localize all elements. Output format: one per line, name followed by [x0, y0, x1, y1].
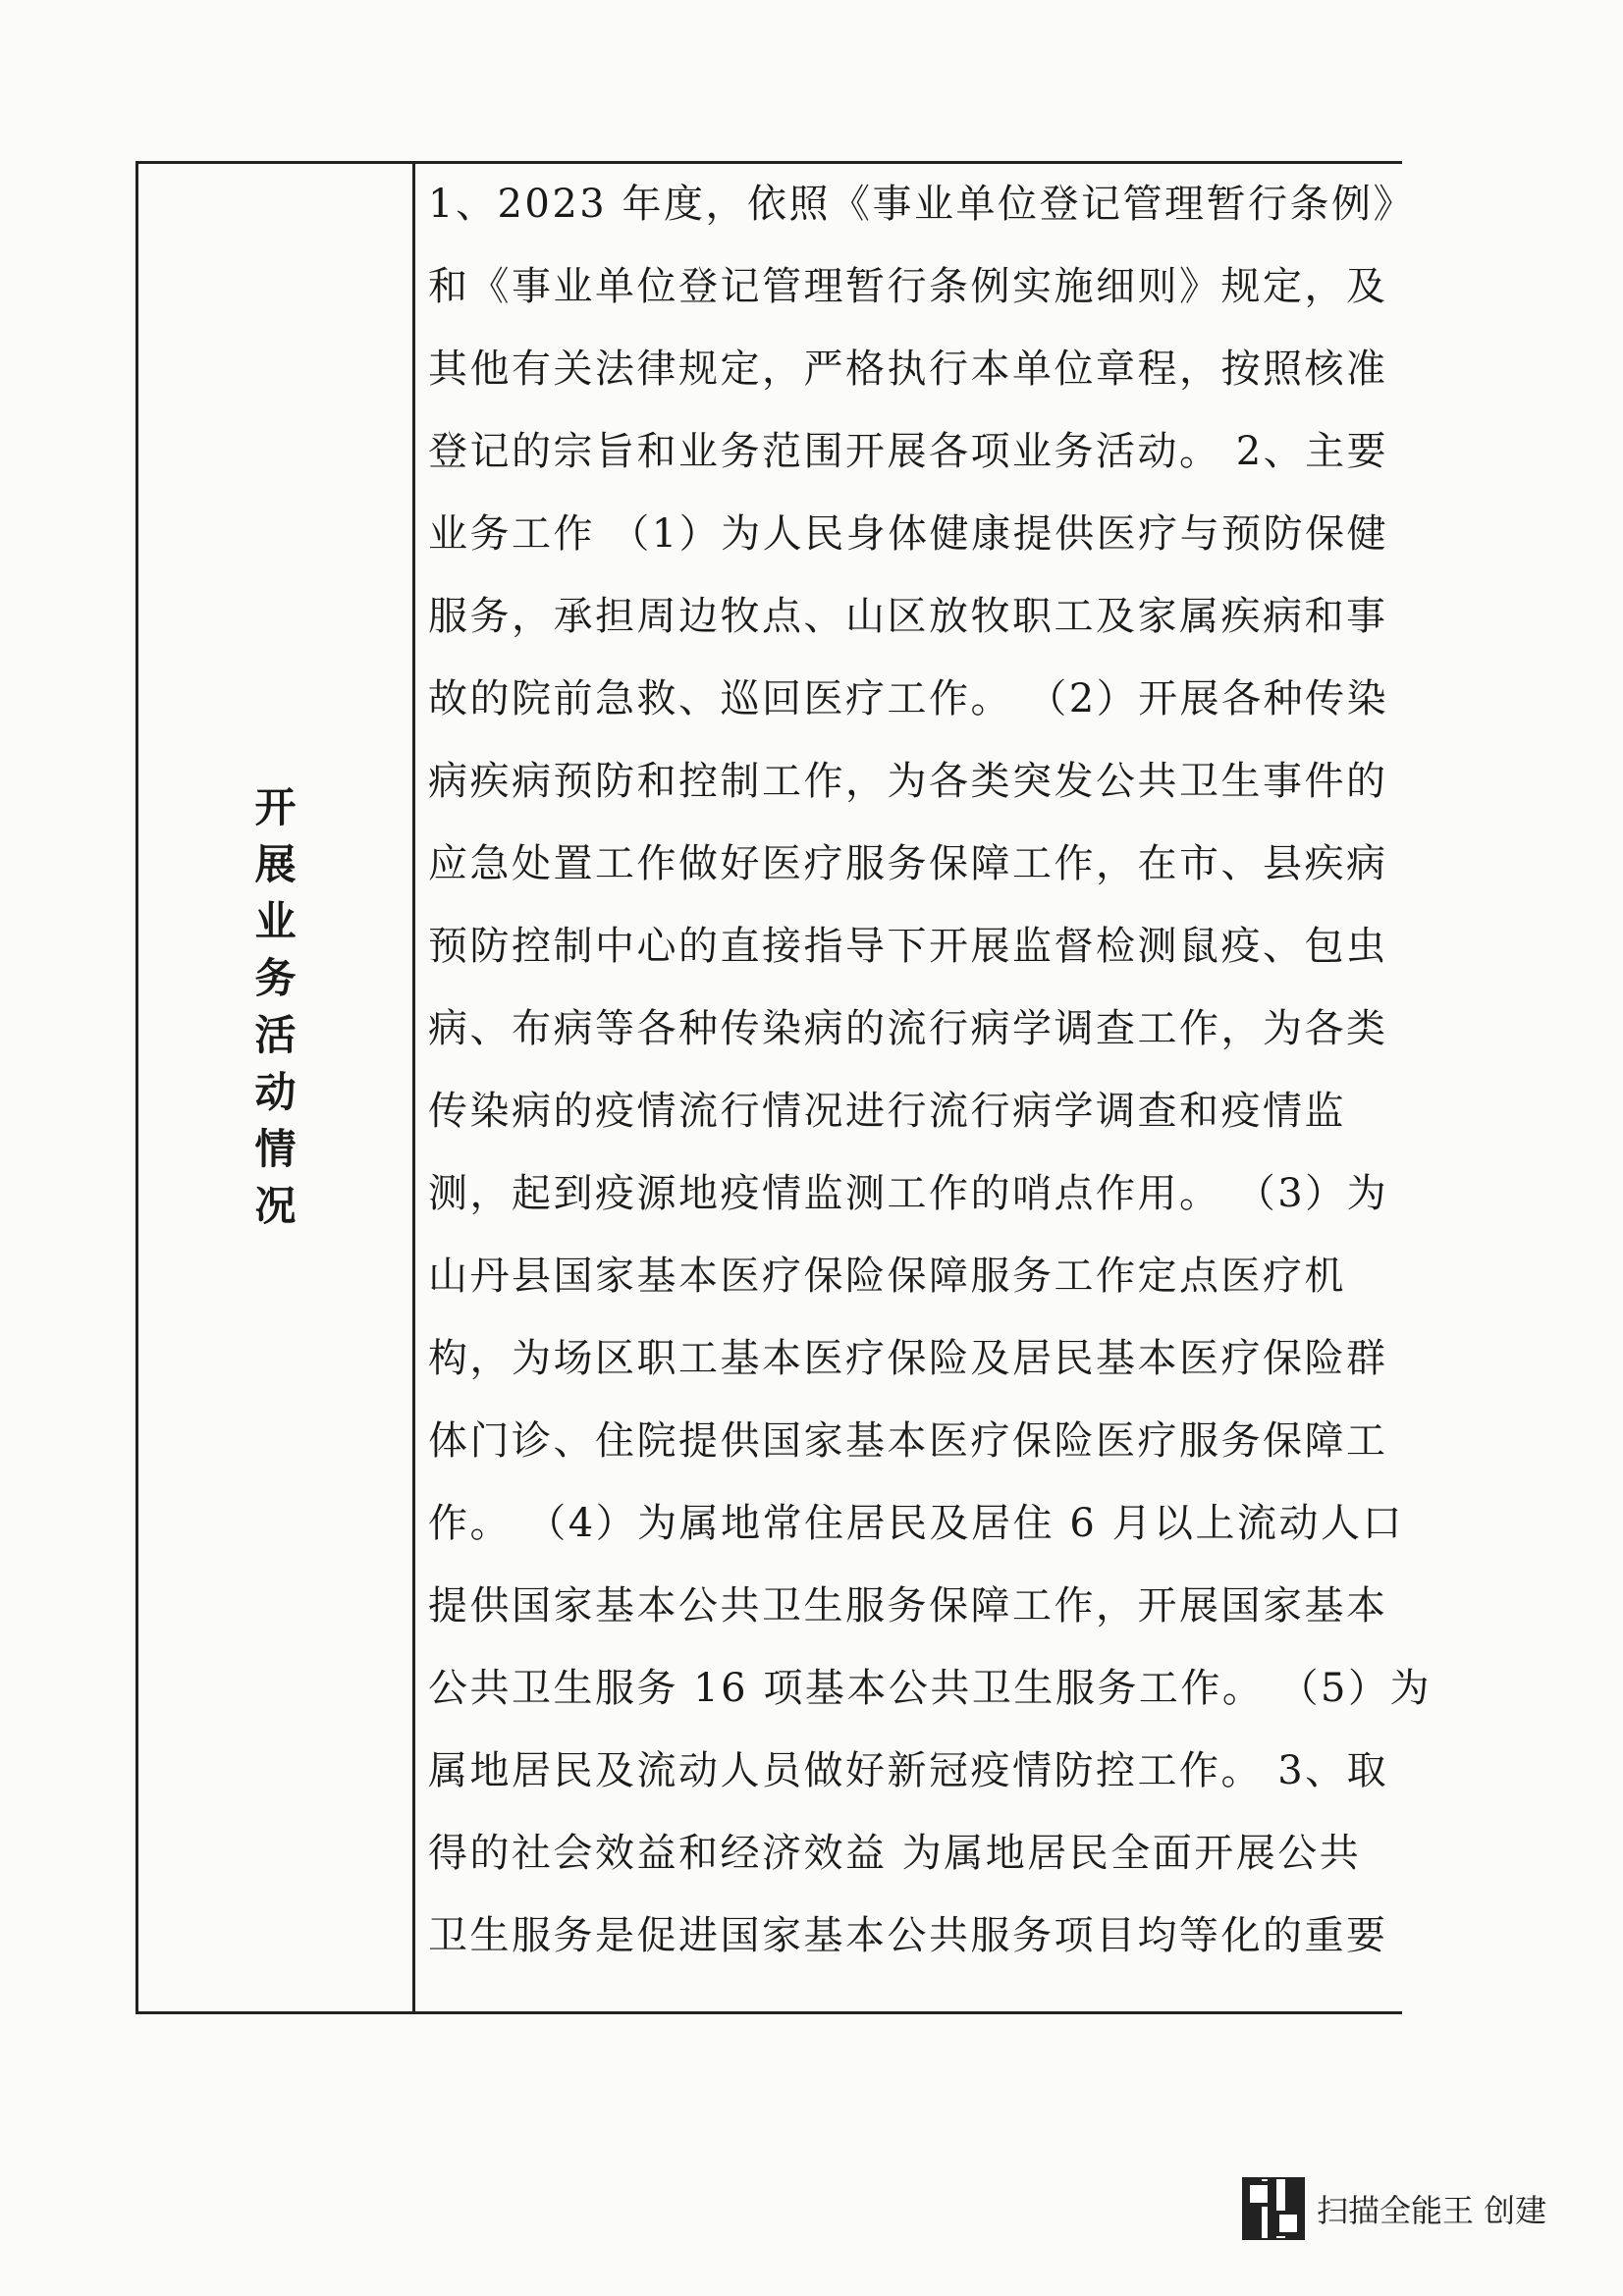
content-line: 得的社会效益和经济效益 为属地居民全面开展公共 [428, 1831, 1362, 1876]
content-line: 作。 （4）为属地常住居民及居住 6 月以上流动人口 [428, 1501, 1405, 1546]
content-line: 和《事业单位登记管理暂行条例实施细则》规定，及 [428, 264, 1388, 309]
row-label-char: 情 [254, 1125, 297, 1173]
content-line: 构，为场区职工基本医疗保险及居民基本医疗保险群 [428, 1336, 1388, 1381]
watermark-text: 扫描全能王 创建 [1317, 2192, 1547, 2229]
content-line: 业务工作 （1）为人民身体健康提供医疗与预防保健 [428, 511, 1389, 557]
content-line: 公共卫生服务 16 项基本公共卫生服务工作。 （5）为 [428, 1666, 1432, 1711]
row-label [138, 161, 412, 2012]
content-line: 体门诊、住院提供国家基本医疗保险医疗服务保障工 [428, 1418, 1388, 1464]
content-line: 山丹县国家基本医疗保险保障服务工作定点医疗机 [428, 1254, 1346, 1299]
content-line: 病疾病预防和控制工作，为各类突发公共卫生事件的 [428, 759, 1388, 804]
content-line: 提供国家基本公共卫生服务保障工作，开展国家基本 [428, 1583, 1388, 1629]
row-label-char: 活 [254, 1011, 297, 1059]
content-line: 预防控制中心的直接指导下开展监督检测鼠疫、包虫 [428, 924, 1388, 969]
row-label-char: 展 [254, 840, 297, 888]
row-label-char: 况 [254, 1182, 297, 1230]
content-line: 登记的宗旨和业务范围开展各项业务活动。 2、主要 [428, 429, 1389, 474]
row-label-char: 开 [254, 783, 297, 831]
content-line: 其他有关法律规定，严格执行本单位章程，按照核准 [428, 347, 1388, 392]
content-line: 属地居民及流动人员做好新冠疫情防控工作。 3、取 [428, 1748, 1389, 1793]
content-line: 故的院前急救、巡回医疗工作。 （2）开展各种传染 [428, 676, 1389, 721]
content-line: 传染病的疫情流行情况进行流行病学调查和疫情监 [428, 1089, 1346, 1134]
qr-code-icon [1242, 2177, 1305, 2240]
row-label-char: 动 [254, 1068, 297, 1116]
content-line: 服务，承担周边牧点、山区放牧职工及家属疾病和事 [428, 594, 1388, 639]
table-column-divider [412, 161, 415, 2012]
content-line: 1、2023 年度，依照《事业单位登记管理暂行条例》 [428, 182, 1415, 227]
content-line: 应急处置工作做好医疗服务保障工作，在市、县疾病 [428, 841, 1388, 886]
row-label-char: 业 [254, 897, 297, 945]
content-line: 测，起到疫源地疫情监测工作的哨点作用。 （3）为 [428, 1171, 1389, 1216]
content-line: 卫生服务是促进国家基本公共服务项目均等化的重要 [428, 1913, 1388, 1958]
content-line: 病、布病等各种传染病的流行病学调查工作，为各类 [428, 1006, 1388, 1051]
row-label-char: 务 [254, 954, 297, 1002]
scanner-watermark [1242, 2177, 1546, 2240]
